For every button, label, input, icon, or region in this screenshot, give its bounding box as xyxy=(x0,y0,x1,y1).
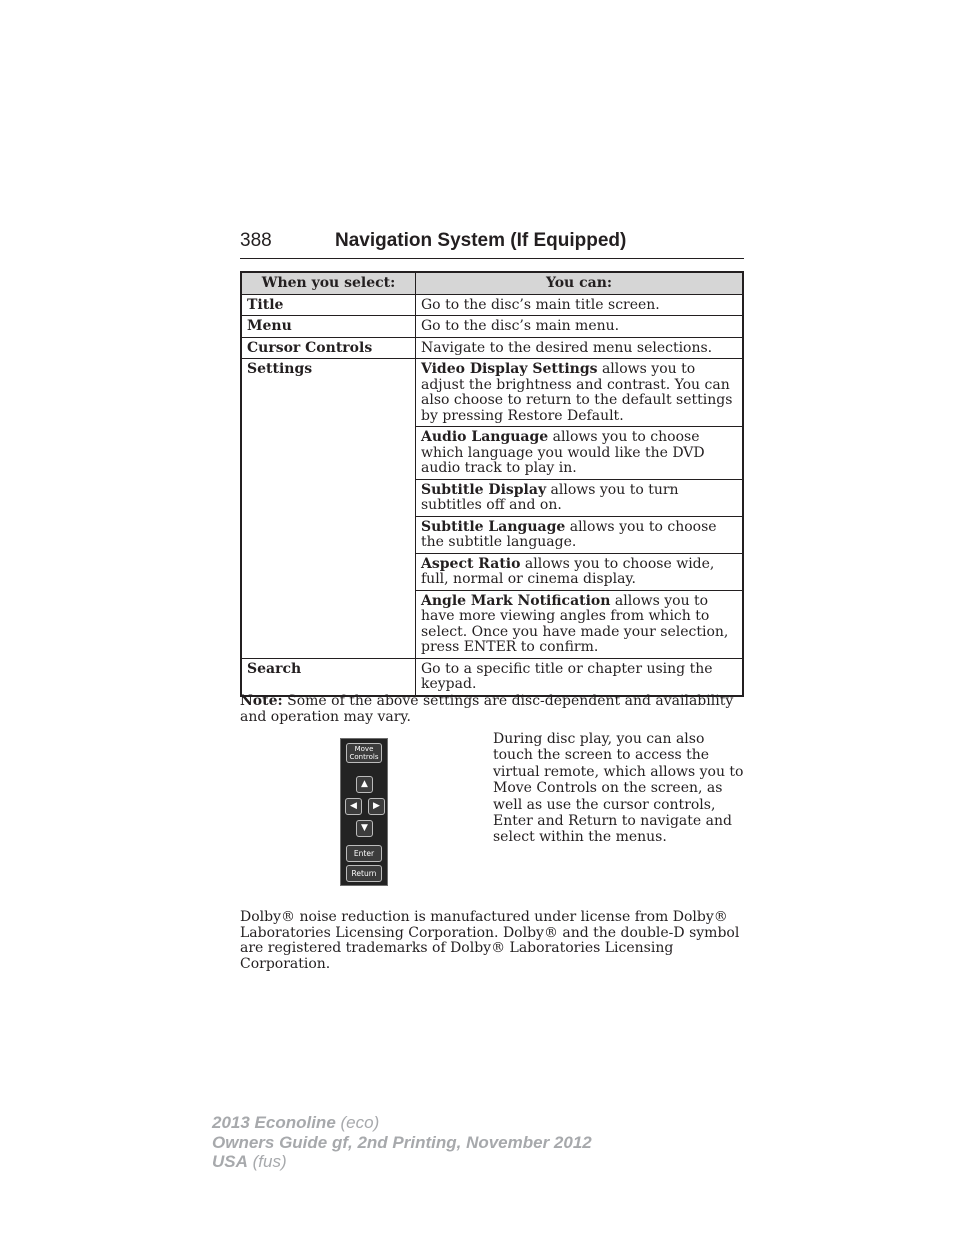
footer-line-model xyxy=(212,1113,592,1133)
page-footer xyxy=(212,1113,592,1172)
page-header xyxy=(240,228,744,259)
note-paragraph xyxy=(240,694,744,725)
dolby-trademark-paragraph: Dolby® noise reduction is manufactured under license from Dolby® Laboratories Licensing Corporation. Dolby® and the double-D symbol are registered trademarks of Dolby® Laboratories Licensing Corporation. xyxy=(240,909,740,972)
option-desc: allows you to choose the subtitle language. xyxy=(421,518,717,550)
option-desc: allows you to choose wide, full, normal or cinema display. xyxy=(421,555,715,587)
selection-table xyxy=(240,271,744,697)
settings-option xyxy=(416,479,744,516)
option-name: Subtitle Language xyxy=(421,518,566,535)
note-label: Note: xyxy=(240,693,283,709)
page-number: 388 xyxy=(240,230,272,251)
row-select-title: Title xyxy=(241,294,416,316)
row-action-menu: Go to the disc’s main menu. xyxy=(416,316,744,338)
option-name: Aspect Ratio xyxy=(421,555,521,572)
return-button: Return xyxy=(346,865,382,882)
table-row xyxy=(241,359,743,427)
settings-option xyxy=(416,359,744,427)
footer-guide-info: Owners Guide gf, 2nd Printing, November 2012 xyxy=(212,1132,592,1152)
row-action-search: Go to a specific title or chapter using the keypad. xyxy=(416,658,744,696)
settings-option xyxy=(416,590,744,658)
settings-option xyxy=(416,427,744,480)
settings-option xyxy=(416,516,744,553)
row-action-cursor-controls: Navigate to the desired menu selections. xyxy=(416,337,744,359)
move-controls-label-line2: Controls xyxy=(349,752,379,761)
table-row xyxy=(241,337,743,359)
virtual-remote-description: During disc play, you can also touch the screen to access the virtual remote, which allows you to Move Controls on the screen, as well as use the cursor controls, Enter and Return to navigate and select within the menus. xyxy=(493,731,744,846)
move-controls-label-line1: Move xyxy=(354,745,374,753)
table-row xyxy=(241,316,743,338)
virtual-remote-image xyxy=(340,738,388,886)
row-select-settings: Settings xyxy=(241,359,416,659)
option-desc: allows you to adjust the brightness and contrast. You can also choose to return to the default settings by pressing Restore Default. xyxy=(421,361,733,424)
footer-market-code: (fus) xyxy=(247,1152,287,1171)
arrow-right-icon: ▶ xyxy=(368,798,385,815)
column-header-select: When you select: xyxy=(241,272,416,294)
row-select-cursor-controls: Cursor Controls xyxy=(241,337,416,359)
option-name: Angle Mark Notification xyxy=(421,592,611,609)
footer-line-market xyxy=(212,1152,592,1172)
option-desc: allows you to choose which language you would like the DVD audio track to play in. xyxy=(421,429,705,476)
note-text: Some of the above settings are disc-dependent and availability and operation may vary. xyxy=(240,693,734,725)
option-desc: allows you to turn subtitles off and on. xyxy=(421,481,679,513)
section-title: Navigation System (If Equipped) xyxy=(335,230,627,251)
footer-model-name: 2013 Econoline xyxy=(212,1113,336,1132)
settings-option xyxy=(416,553,744,590)
footer-model-code: (eco) xyxy=(335,1113,380,1132)
row-action-title: Go to the disc’s main title screen. xyxy=(416,294,744,316)
option-name: Audio Language xyxy=(421,429,549,445)
table-row xyxy=(241,294,743,316)
enter-button: Enter xyxy=(346,845,382,862)
row-select-menu: Menu xyxy=(241,316,416,338)
option-name: Video Display Settings xyxy=(421,361,598,377)
option-name: Subtitle Display xyxy=(421,481,547,498)
arrow-left-icon: ◀ xyxy=(345,798,362,815)
move-controls-button xyxy=(346,743,382,763)
footer-line-guide xyxy=(212,1133,592,1153)
column-header-action: You can: xyxy=(416,272,744,294)
table-header-row xyxy=(241,272,743,294)
arrow-down-icon: ▼ xyxy=(356,820,373,837)
option-desc: allows you to have more viewing angles from which to select. Once you have made your selection, press ENTER to confirm. xyxy=(421,592,729,655)
arrow-up-icon: ▲ xyxy=(356,776,373,793)
row-select-search: Search xyxy=(241,658,416,696)
table-row xyxy=(241,658,743,696)
footer-market: USA xyxy=(212,1152,248,1171)
